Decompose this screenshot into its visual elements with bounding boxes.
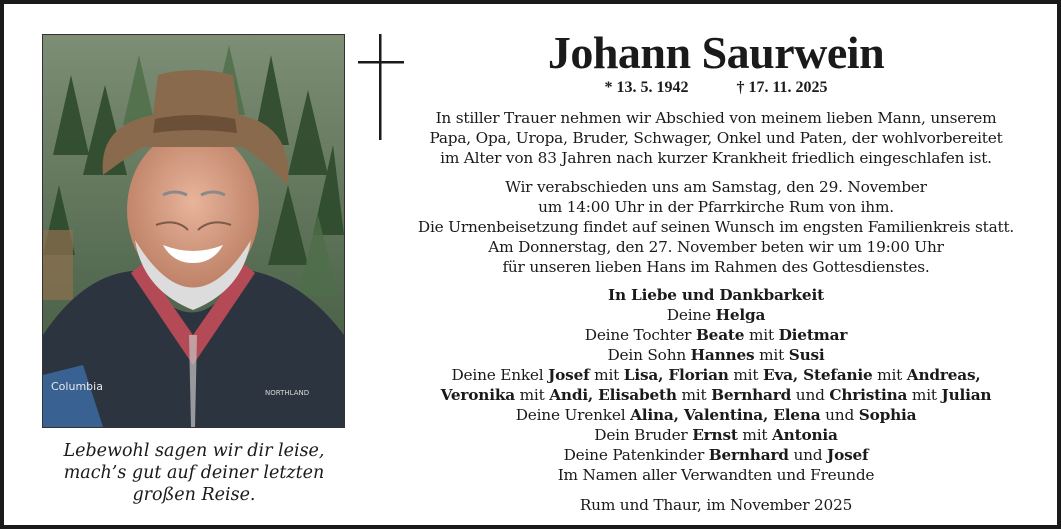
mourner-text: Im Namen aller Verwandten und Freunde <box>557 466 875 484</box>
jacket-logo-left: Columbia <box>51 380 103 393</box>
mourner-line <box>402 445 1030 465</box>
mourner-name: Andi, Elisabeth <box>549 386 677 404</box>
mourner-name: Helga <box>715 306 766 324</box>
mourner-name: Hannes <box>690 346 755 364</box>
mourner-text: mit <box>514 386 550 404</box>
poem-line: Lebewohl sagen wir dir leise, <box>63 441 325 461</box>
cross-icon <box>358 34 406 140</box>
obituary-text <box>402 28 1030 515</box>
mourner-text: mit <box>907 386 942 404</box>
mourner-text: mit <box>676 386 712 404</box>
announcement-paragraph <box>402 108 1030 168</box>
mourner-text: Dein Sohn <box>607 346 691 364</box>
mourner-text: Deine Enkel <box>451 366 549 384</box>
mourner-name: Christina <box>829 386 908 404</box>
poem-line: großen Reise. <box>132 485 256 505</box>
announcement-line: im Alter von 83 Jahren nach kurzer Krankheit friedlich eingeschlafen ist. <box>440 149 992 167</box>
mourner-text: Deine Urenkel <box>515 406 631 424</box>
mourner-name: Bernhard <box>708 446 789 464</box>
life-dates <box>402 79 1030 97</box>
mourner-name: Bernhard <box>711 386 792 404</box>
mourner-name: Eva, Stefanie <box>763 366 873 384</box>
mourner-name: Josef <box>548 366 590 384</box>
mourner-line <box>402 405 1030 425</box>
death-date: † 17. 11. 2025 <box>736 79 828 96</box>
mourner-name: Lisa, Florian <box>623 366 729 384</box>
place-and-date: Rum und Thaur, im November 2025 <box>579 496 853 514</box>
mourners-list <box>402 285 1030 485</box>
mourner-line <box>402 365 1030 385</box>
mourner-text: mit <box>589 366 624 384</box>
poem-line: mach’s gut auf deiner letzten <box>63 463 325 483</box>
mourner-name: Josef <box>827 446 869 464</box>
mourner-text: und <box>788 446 828 464</box>
mourner-name: Antonia <box>772 426 838 444</box>
mourner-line <box>402 345 1030 365</box>
service-line: Die Urnenbeisetzung findet auf seinen Wunsch im engsten Familienkreis statt. <box>417 218 1015 236</box>
mourner-line <box>402 425 1030 445</box>
mourner-line <box>402 285 1030 305</box>
birth-date: * 13. 5. 1942 <box>604 79 689 96</box>
portrait-photo <box>42 34 345 428</box>
mourner-line <box>402 305 1030 325</box>
mourner-name: Ernst <box>692 426 738 444</box>
mourner-name: Alina, Valentina, Elena <box>630 406 821 424</box>
mourner-line <box>402 465 1030 485</box>
mourner-name: Veronika <box>440 386 515 404</box>
mourner-name: Beate <box>695 326 745 344</box>
service-line: Wir verabschieden uns am Samstag, den 29. November <box>505 178 927 196</box>
mourner-text: mit <box>744 326 779 344</box>
deceased-name: Johann Saurwein <box>547 27 885 78</box>
mourner-name: Andreas, <box>906 366 981 384</box>
mourner-text: mit <box>728 366 763 384</box>
mourner-text: mit <box>872 366 907 384</box>
mourner-text: Deine Tochter <box>584 326 696 344</box>
jacket-logo-right: NORTHLAND <box>265 389 310 397</box>
mourner-text: Deine <box>666 306 716 324</box>
service-paragraph <box>402 177 1030 277</box>
mourner-name: Julian <box>941 386 992 404</box>
service-line: um 14:00 Uhr in der Pfarrkirche Rum von ihm. <box>538 198 894 216</box>
mourner-line <box>402 385 1030 405</box>
mourner-name: Sophia <box>858 406 917 424</box>
mourner-line <box>402 325 1030 345</box>
mourner-text: und <box>820 406 859 424</box>
service-line: Am Donnerstag, den 27. November beten wir um 19:00 Uhr <box>488 238 944 256</box>
announcement-line: In stiller Trauer nehmen wir Abschied von meinem lieben Mann, unserem <box>435 109 997 127</box>
mourner-text: mit <box>737 426 773 444</box>
mourner-name: In Liebe und Dankbarkeit <box>608 286 824 304</box>
mourner-text: mit <box>754 346 789 364</box>
mourner-name: Dietmar <box>778 326 848 344</box>
announcement-line: Papa, Opa, Uropa, Bruder, Schwager, Onkel und Paten, der wohlvorbereitet <box>429 129 1003 147</box>
service-line: für unseren lieben Hans im Rahmen des Gottesdienstes. <box>502 258 930 276</box>
mourner-name: Susi <box>788 346 825 364</box>
mourner-text: Deine Patenkinder <box>563 446 709 464</box>
mourner-text: und <box>791 386 830 404</box>
mourner-text: Dein Bruder <box>594 426 693 444</box>
portrait-illustration <box>43 35 344 427</box>
memorial-poem <box>34 440 354 506</box>
